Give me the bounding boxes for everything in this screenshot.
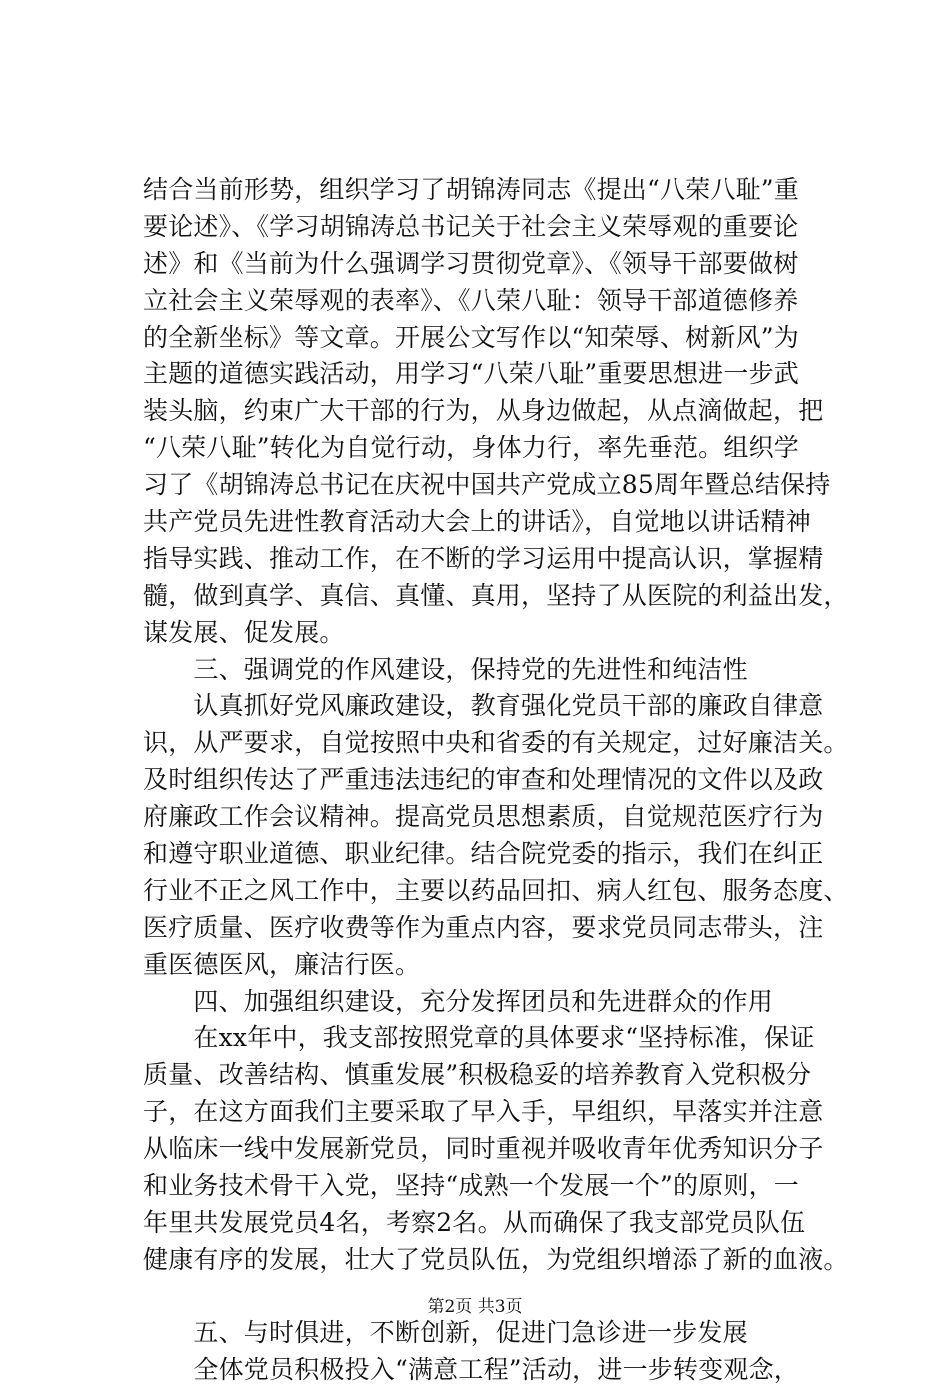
text-line: 健康有序的发展，壮大了党员队伍，为党组织增添了新的血液。 bbox=[143, 1244, 849, 1274]
text-line: 四、加强组织建设，充分发挥团员和先进群众的作用 bbox=[143, 986, 774, 1016]
text-line: 年里共发展党员4名，考察2名。从而确保了我支部党员队伍 bbox=[143, 1207, 806, 1237]
text-line: 的全新坐标》等文章。开展公文写作以“知荣辱、树新风”为 bbox=[143, 322, 799, 352]
text-line: 立社会主义荣辱观的表率》、《八荣八耻：领导干部道德修养 bbox=[143, 285, 799, 315]
document-body bbox=[143, 172, 849, 1389]
text-line: 质量、改善结构、慎重发展”积极稳妥的培养教育入党积极分 bbox=[143, 1060, 812, 1090]
text-line: 府廉政工作会议精神。提高党员思想素质，自觉规范医疗行为 bbox=[143, 802, 824, 832]
text-line: 重医德医风，廉洁行医。 bbox=[143, 949, 421, 979]
text-line: 三、强调党的作风建设，保持党的先进性和纯洁性 bbox=[143, 654, 748, 684]
text-line: 识，从严要求，自觉按照中央和省委的有关规定，过好廉洁关。 bbox=[143, 728, 849, 758]
text-line: 主题的道德实践活动，用学习“八荣八耻”重要思想进一步武 bbox=[143, 359, 799, 389]
paragraph-block-2 bbox=[143, 1315, 833, 1389]
text-line: 从临床一线中发展新党员，同时重视并吸收青年优秀知识分子 bbox=[143, 1134, 824, 1164]
text-line: 及时组织传达了严重违法违纪的审查和处理情况的文件以及政 bbox=[143, 765, 824, 795]
text-line: 指导实践、推动工作，在不断的学习运用中提高认识，掌握精 bbox=[143, 543, 824, 573]
text-line: 共产党员先进性教育活动大会上的讲话》，自觉地以讲话精神 bbox=[143, 507, 811, 537]
text-line: 行业不正之风工作中，主要以药品回扣、病人红包、服务态度、 bbox=[143, 875, 849, 905]
text-line: 装头脑，约束广大干部的行为，从身边做起，从点滴做起，把 bbox=[143, 396, 824, 426]
text-line: 和业务技术骨干入党，坚持“成熟一个发展一个”的原则，一 bbox=[143, 1171, 799, 1201]
text-line: 全体党员积极投入“满意工程”活动，进一步转变观念， bbox=[143, 1354, 799, 1384]
text-line: 子，在这方面我们主要采取了早入手，早组织，早落实并注意 bbox=[143, 1097, 824, 1127]
text-line: 在xx年中，我支部按照党章的具体要求“坚持标准，保证 bbox=[143, 1023, 815, 1053]
text-line: 结合当前形势，组织学习了胡锦涛同志《提出“八荣八耻”重 bbox=[143, 175, 799, 204]
text-line: 和遵守职业道德、职业纪律。结合院党委的指示，我们在纠正 bbox=[143, 839, 824, 869]
page-footer: 第2页 共3页 bbox=[427, 1297, 523, 1317]
text-line: 髓，做到真学、真信、真懂、真用，坚持了从医院的利益出发， bbox=[143, 580, 849, 610]
text-line: 习了《胡锦涛总书记在庆祝中国共产党成立85周年暨总结保持 bbox=[143, 470, 831, 500]
text-line: 要论述》、《学习胡锦涛总书记关于社会主义荣辱观的重要论 bbox=[143, 211, 799, 241]
text-line: 谋发展、促发展。 bbox=[143, 617, 345, 647]
text-line: 述》和《当前为什么强调学习贯彻党章》、《领导干部要做树 bbox=[143, 248, 799, 278]
text-line: “八荣八耻”转化为自觉行动，身体力行，率先垂范。组织学 bbox=[143, 433, 799, 463]
text-line: 五、与时俱进，不断创新，促进门急诊进一步发展 bbox=[143, 1317, 748, 1347]
text-line: 认真抓好党风廉政建设，教育强化党员干部的廉政自律意 bbox=[143, 691, 824, 721]
paragraph-block-1 bbox=[143, 172, 849, 1279]
text-line: 医疗质量、医疗收费等作为重点内容，要求党员同志带头，注 bbox=[143, 912, 824, 942]
